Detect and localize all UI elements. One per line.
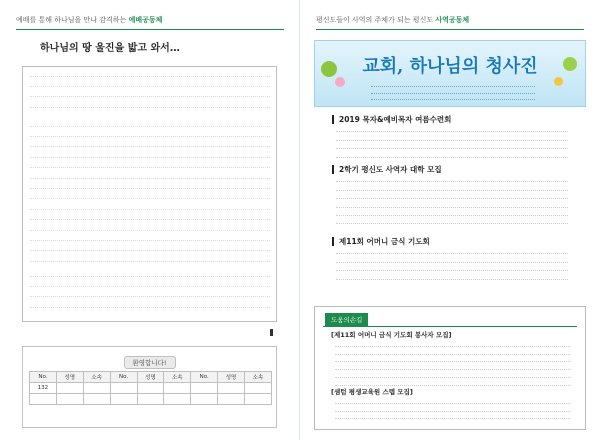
banner-decoration (335, 77, 345, 87)
event-banner (314, 40, 586, 107)
registration-box (314, 306, 586, 430)
page-header (316, 14, 584, 30)
table-cell (245, 383, 272, 394)
table-cell (218, 394, 245, 405)
header-subtitle: 평신도들이 사역의 주체가 되는 평신도 (316, 16, 434, 24)
table-cell (137, 394, 164, 405)
article-paragraph (30, 71, 270, 113)
byline (270, 329, 276, 337)
registration-section-title: [제11회 어머니 금식 기도회 봉사자 모집] (331, 331, 452, 339)
page-header (16, 14, 284, 30)
header-main: 예배공동체 (128, 16, 163, 24)
article-paragraph (30, 271, 270, 313)
registration-section (331, 388, 577, 419)
table-cell (164, 383, 191, 394)
registration-rule (323, 326, 577, 327)
table-row (30, 394, 272, 405)
table-cell (83, 394, 110, 405)
header-main: 사역공동체 (435, 16, 470, 24)
column-header: 성명 (218, 372, 245, 383)
registration-section-title: [샘텀 평생교육원 스텝 모집] (331, 388, 413, 396)
notice-section (332, 165, 592, 224)
table-cell (164, 394, 191, 405)
table-cell (218, 383, 245, 394)
article-title: 하나님의 땅 울진을 밟고 와서… (40, 43, 180, 54)
table-cell (30, 394, 57, 405)
table-row (30, 383, 272, 394)
column-header: 소속 (245, 372, 272, 383)
table-cell (191, 394, 218, 405)
notice-section (332, 237, 592, 280)
column-header: No. (30, 372, 57, 383)
table-cell: 132 (30, 383, 57, 394)
notice-section (332, 115, 592, 158)
table-cell (191, 383, 218, 394)
column-header: No. (110, 372, 137, 383)
table-cell (56, 383, 83, 394)
article-paragraph (30, 121, 270, 266)
table-cell (137, 383, 164, 394)
column-header: No. (191, 372, 218, 383)
table-cell (110, 394, 137, 405)
table-cell (83, 383, 110, 394)
table-cell (245, 394, 272, 405)
registration-section (331, 331, 577, 386)
table-cell (110, 383, 137, 394)
notice-title: 2학기 평신도 사역자 대학 모집 (332, 165, 592, 174)
column-header: 소속 (83, 372, 110, 383)
right-page (300, 0, 600, 440)
welcome-tab: 환영합니다! (123, 356, 175, 369)
column-header: 성명 (56, 372, 83, 383)
banner-decoration (554, 77, 563, 86)
welcome-table (29, 371, 272, 405)
byline-marker (270, 329, 273, 336)
notice-title: 2019 목자&예비목자 여름수련회 (332, 115, 592, 124)
notice-title: 제11회 어머니 금식 기도회 (332, 237, 592, 246)
column-header: 소속 (164, 372, 191, 383)
banner-details (371, 83, 535, 103)
welcome-box (22, 346, 277, 428)
table-cell (56, 394, 83, 405)
registration-tab: 도움의손길 (325, 313, 368, 326)
banner-title: 교회, 하나님의 청사진 (362, 56, 538, 77)
header-subtitle: 예배를 통해 하나님을 만나 감격하는 (16, 16, 127, 24)
column-header: 성명 (137, 372, 164, 383)
